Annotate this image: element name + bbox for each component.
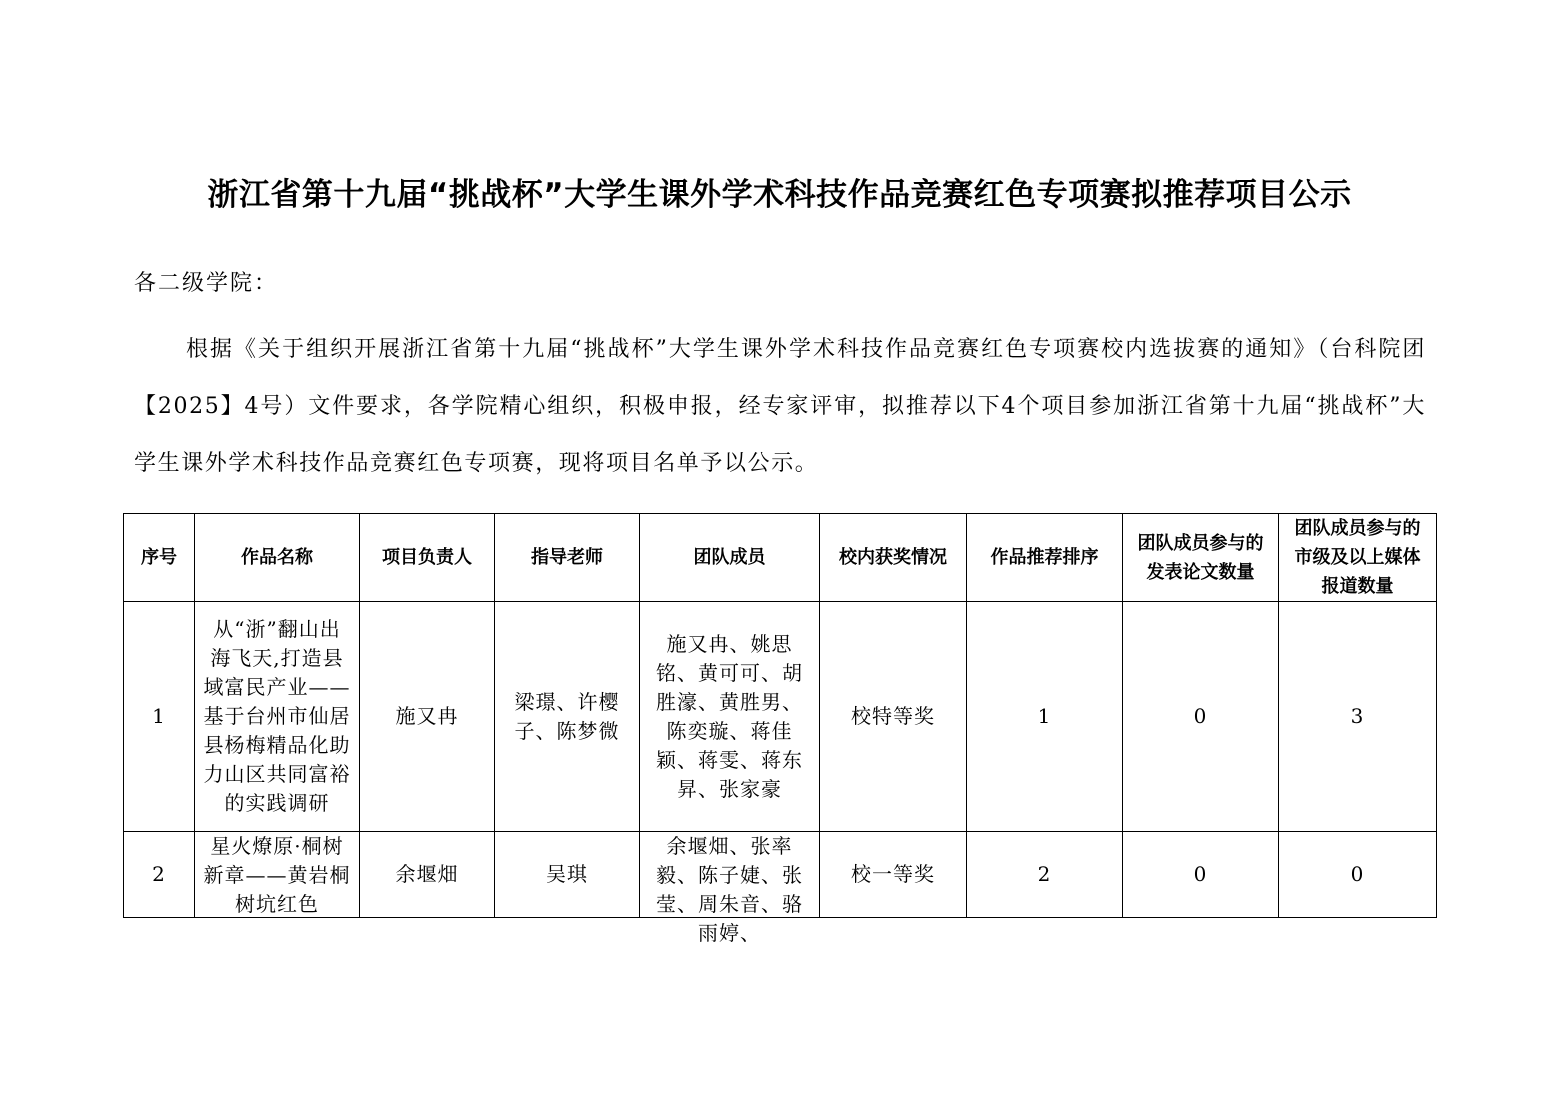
cell-advisor: 吴琪 — [546, 862, 588, 886]
cell-no: 1 — [124, 602, 195, 832]
cell-no: 2 — [152, 862, 166, 886]
cell-school-award: 校一等奖 — [851, 862, 935, 886]
table-header-row — [124, 514, 1437, 602]
header-recommend-rank: 作品推荐排序 — [967, 514, 1123, 602]
cell-project-leader: 施又冉 — [360, 602, 495, 832]
cell-recommend-rank: 1 — [967, 602, 1123, 832]
header-school-award: 校内获奖情况 — [820, 514, 967, 602]
cell-school-award: 校特等奖 — [820, 602, 967, 832]
table-row — [124, 832, 1437, 918]
header-work-name: 作品名称 — [195, 514, 360, 602]
header-media-count: 团队成员参与的市级及以上媒体报道数量 — [1279, 514, 1437, 602]
cell-team-members: 施又冉、姚思铭、黄可可、胡胜濠、黄胜男、陈奕璇、蒋佳颖、蒋雯、蒋东昇、张家豪 — [640, 602, 820, 832]
header-advisor: 指导老师 — [495, 514, 640, 602]
cell-recommend-rank: 2 — [1037, 862, 1052, 886]
table-row — [124, 602, 1437, 832]
cell-work-name: 从“浙”翻山出海飞天,打造县域富民产业——基于台州市仙居县杨梅精品化助力山区共同富裕的实践调研 — [195, 602, 360, 832]
cell-work-name: 星火燎原·桐树新章——黄岩桐树坑红色 — [203, 834, 351, 916]
cell-media-count: 0 — [1350, 862, 1365, 886]
cell-papers-count: 0 — [1123, 602, 1279, 832]
body-paragraph: 根据《关于组织开展浙江省第十九届“挑战杯”大学生课外学术科技作品竞赛红色专项赛校内选拔赛的通知》（台科院团【2025】4号）文件要求，各学院精心组织，积极申报，经专家评审，拟推荐以下4个项目参加浙江省第十九届“挑战杯”大学生课外学术科技作品竞赛红色专项赛，现将项目名单予以公示。 — [134, 337, 1426, 476]
page-title: 浙江省第十九届“挑战杯”大学生课外学术科技作品竞赛红色专项赛拟推荐项目公示 — [207, 177, 1352, 213]
cell-project-leader: 余堰畑 — [395, 862, 459, 886]
cell-papers-count: 0 — [1193, 862, 1208, 886]
header-team-members: 团队成员 — [640, 514, 820, 602]
cell-advisor: 梁璟、许樱子、陈梦微 — [495, 602, 640, 832]
header-papers-count: 团队成员参与的发表论文数量 — [1123, 514, 1279, 602]
header-project-leader: 项目负责人 — [360, 514, 495, 602]
header-no: 序号 — [124, 514, 195, 602]
projects-table — [123, 513, 1437, 945]
cell-team-members: 余堰畑、张率毅、陈子婕、张莹、周朱音、骆雨婷、 — [656, 834, 803, 945]
salutation: 各二级学院： — [134, 271, 279, 296]
cell-media-count: 3 — [1279, 602, 1437, 832]
